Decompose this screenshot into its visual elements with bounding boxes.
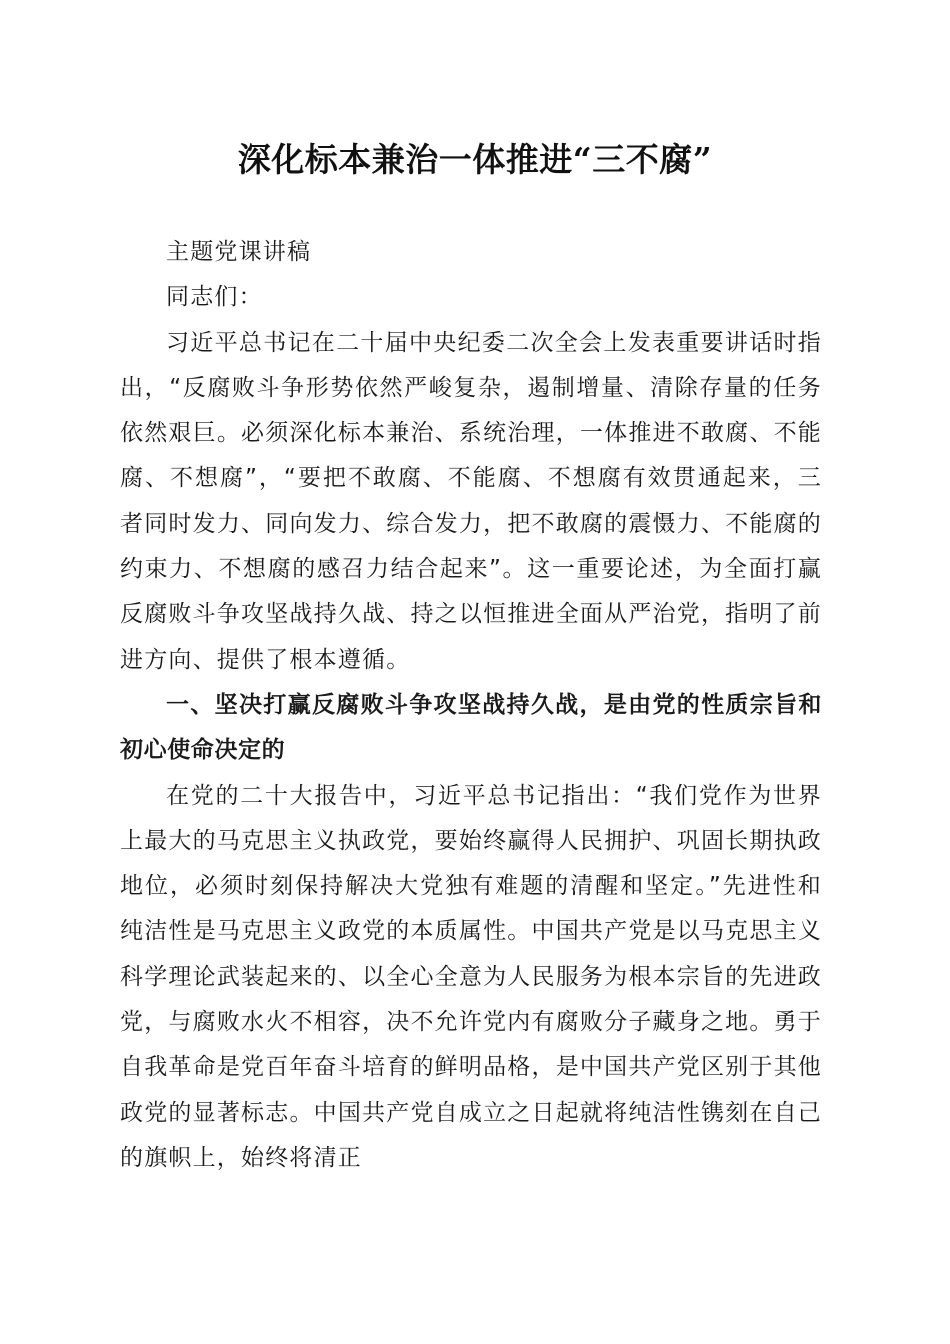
document-subtitle: 主题党课讲稿 — [166, 239, 312, 265]
salutation: 同志们： — [166, 284, 263, 311]
body-paragraph-section-1: 在党的二十大报告中，习近平总书记指出：“我们党作为世界上最大的马克思主义执政党，要始终赢得人民拥护、巩固长期执政地位，必须时刻保持解决大党独有难题的清醒和坚定。”先进性和纯洁性是马克思主义政党的本质属性。中国共产党是以马克思主义科学理论武装起来的、以全心全意为人民服务为根本宗旨的先进政党，与腐败水火不相容，决不允许党内有腐败分子藏身之地。勇于自我革命是党百年奋斗培育的鲜明品格，是中国共产党区别于其他政党的显著标志。中国共产党自成立之日起就将纯洁性镌刻在自己的旗帜上，始终将清正 — [120, 782, 822, 1171]
section-heading-1: 一、坚决打赢反腐败斗争攻坚战持久战，是由党的性质宗旨和初心使命决定的 — [120, 691, 822, 764]
document-title: 深化标本兼治一体推进“三不腐” — [237, 140, 713, 179]
body-paragraph-intro: 习近平总书记在二十届中央纪委二次全会上发表重要讲话时指出，“反腐败斗争形势依然严峻复杂，遏制增量、清除存量的任务依然艰巨。必须深化标本兼治、系统治理，一体推进不敢腐、不能腐、不想腐”，“要把不敢腐、不能腐、不想腐有效贯通起来，三者同时发力、同向发力、综合发力，把不敢腐的震慑力、不能腐的约束力、不想腐的感召力结合起来”。这一重要论述，为全面打赢反腐败斗争攻坚战持久战、持之以恒推进全面从严治党，指明了前进方向、提供了根本遵循。 — [120, 329, 822, 673]
document-body — [120, 230, 822, 1181]
